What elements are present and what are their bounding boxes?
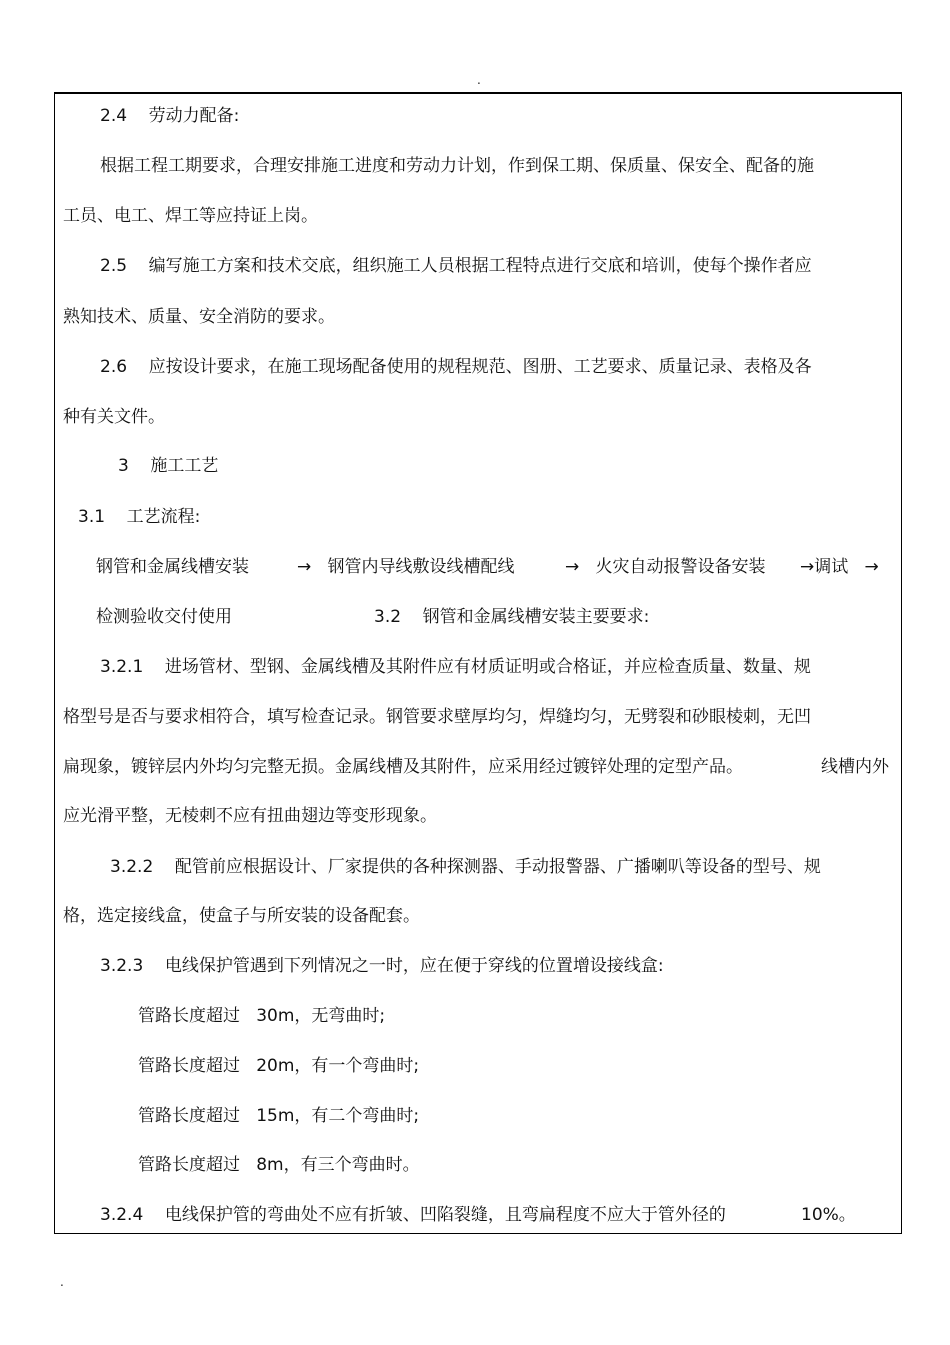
paragraph-line: 格，选定接线盒，使盒子与所安装的设备配套。 <box>63 906 420 926</box>
flow-step-3: → 火灾自动报警设备安装 <box>565 557 766 577</box>
paragraph-line: 线槽内外 <box>821 757 889 777</box>
list-item: 管路长度超过 30m，无弯曲时; <box>138 1006 386 1026</box>
paragraph-line: 3.2.1 进场管材、型钢、金属线槽及其附件应有材质证明或合格证，并应检查质量、数量、规 <box>100 657 811 677</box>
heading-2-4: 2.4 劳动力配备: <box>100 106 240 126</box>
paragraph-line: 工员、电工、焊工等应持证上岗。 <box>63 206 318 226</box>
flow-step-2: → 钢管内导线敷设线槽配线 <box>297 557 515 577</box>
flow-step-1: 钢管和金属线槽安装 <box>96 557 249 577</box>
paragraph-line: 2.6 应按设计要求，在施工现场配备使用的规程规范、图册、工艺要求、质量记录、表格及各 <box>100 357 812 377</box>
heading-3-2: 3.2 钢管和金属线槽安装主要要求: <box>374 607 650 627</box>
flow-step-4: →调试 → <box>800 557 879 577</box>
list-item: 管路长度超过 20m，有一个弯曲时; <box>138 1056 420 1076</box>
paragraph-line: 种有关文件。 <box>63 407 165 427</box>
paragraph-line: 3.2.2 配管前应根据设计、厂家提供的各种探测器、手动报警器、广播喇叭等设备的型号、规 <box>110 857 821 877</box>
paragraph-line: 3.2.4 电线保护管的弯曲处不应有折皱、凹陷裂缝，且弯扁程度不应大于管外径的 <box>100 1205 726 1225</box>
paragraph-line: 熟知技术、质量、安全消防的要求。 <box>63 307 335 327</box>
list-item: 管路长度超过 8m，有三个弯曲时。 <box>138 1155 420 1175</box>
list-item: 管路长度超过 15m，有二个弯曲时; <box>138 1106 420 1126</box>
paragraph-line: 格型号是否与要求相符合，填写检查记录。钢管要求壁厚均匀，焊缝均匀，无劈裂和砂眼棱刺，无凹 <box>63 707 811 727</box>
paragraph-line: 应光滑平整，无棱刺不应有扭曲翅边等变形现象。 <box>63 806 437 826</box>
paragraph-line: 扁现象，镀锌层内外均匀完整无损。金属线槽及其附件，应采用经过镀锌处理的定型产品。 <box>63 757 743 777</box>
section-heading-3: 3 施工工艺 <box>118 456 219 476</box>
top-dot: . <box>477 73 481 87</box>
paragraph-line: 10%。 <box>801 1205 856 1225</box>
paragraph-line: 根据工程工期要求，合理安排施工进度和劳动力计划，作到保工期、保质量、保安全、配备的施 <box>100 156 814 176</box>
flow-step-5: 检测验收交付使用 <box>96 607 232 627</box>
paragraph-line: 3.2.3 电线保护管遇到下列情况之一时，应在便于穿线的位置增设接线盒: <box>100 956 664 976</box>
paragraph-line: 2.5 编写施工方案和技术交底，组织施工人员根据工程特点进行交底和培训，使每个操作者应 <box>100 256 812 276</box>
heading-3-1: 3.1 工艺流程: <box>78 507 201 527</box>
bottom-dot: . <box>60 1275 64 1289</box>
